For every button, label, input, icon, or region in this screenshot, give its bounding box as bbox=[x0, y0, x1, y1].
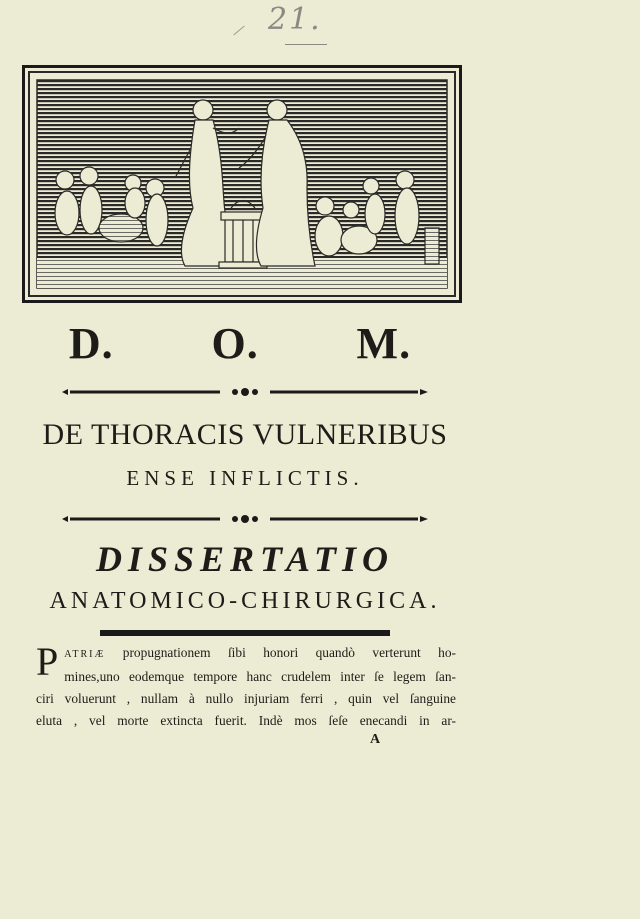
body-line-1-text: propugnationem ſibi honori quandò verterunt ho- bbox=[122, 645, 456, 660]
thick-rule bbox=[100, 630, 390, 636]
title-line-4: ANATOMICO-CHIRURGICA. bbox=[49, 588, 441, 614]
handwritten-underline bbox=[285, 44, 327, 45]
catchword: A bbox=[370, 732, 381, 747]
dom-heading bbox=[20, 318, 460, 369]
body-line-4: eluta , vel morte extincta fuerit. Indè mos ſeſe enecandi in ar- bbox=[36, 713, 456, 728]
small-caps-word: ATRIÆ bbox=[64, 649, 106, 660]
body-line-2: mines,uno eodemque tempore hanc crudelem inter ſe legem ſan- bbox=[64, 669, 456, 684]
dom-letter-m: M. bbox=[356, 319, 412, 368]
dom-letter-d: D. bbox=[68, 319, 114, 368]
pencil-mark bbox=[233, 26, 244, 36]
body-line-3: ciri voluerunt , nullam à nullo injuriam ferri , quin vel ſanguine bbox=[36, 691, 456, 706]
body-line-1 bbox=[36, 642, 456, 666]
ornamental-rule-middle bbox=[60, 514, 430, 524]
engraved-vignette bbox=[22, 65, 462, 303]
body-paragraph bbox=[36, 639, 456, 732]
drop-cap: P bbox=[36, 639, 59, 684]
engraving-illustration bbox=[25, 68, 459, 300]
title-line-3: DISSERTATIO bbox=[95, 539, 395, 579]
handwritten-page-number: 21. bbox=[268, 2, 322, 37]
dom-letter-o: O. bbox=[211, 319, 259, 368]
title-line-2: ENSE INFLICTIS. bbox=[126, 466, 364, 490]
title-line-1: DE THORACIS VULNERIBUS bbox=[42, 418, 448, 451]
ornamental-rule-top bbox=[60, 387, 430, 397]
